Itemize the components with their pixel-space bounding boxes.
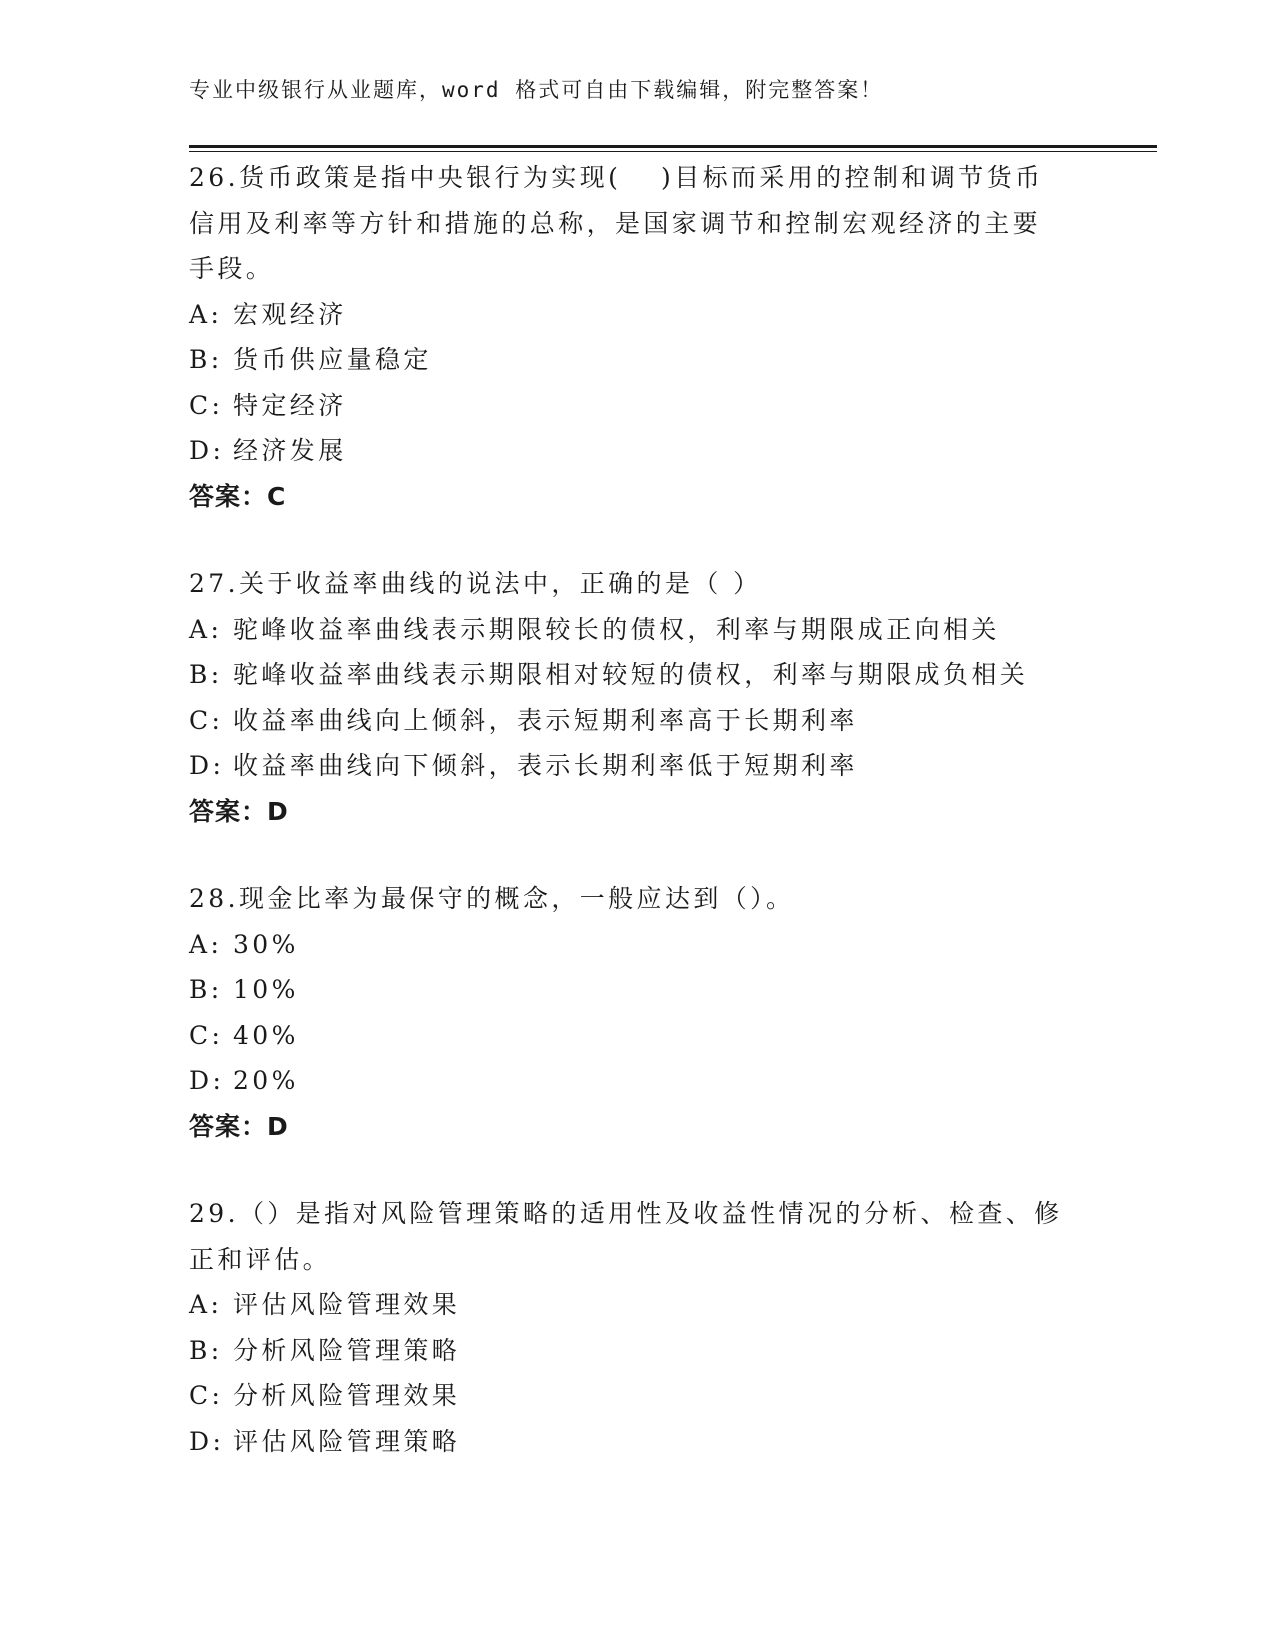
option-text: 经济发展	[233, 436, 347, 465]
question-27	[189, 561, 1089, 834]
option-text: 评估风险管理效果	[233, 1290, 461, 1319]
option-letter: B:	[189, 1335, 223, 1365]
option-text: 20%	[233, 1066, 299, 1095]
option-letter: D:	[189, 436, 225, 465]
option-text: 宏观经济	[233, 299, 347, 329]
question-stem-line: 信用及利率等方针和措施的总称，是国家调节和控制宏观经济的主要	[189, 208, 1042, 238]
option-letter: A:	[189, 614, 223, 644]
page-header: 专业中级银行从业题库，word 格式可自由下载编辑，附完整答案！	[189, 78, 884, 102]
option-letter: D:	[189, 1426, 225, 1456]
option-text: 分析风险管理效果	[233, 1381, 461, 1410]
option-a	[189, 607, 1089, 653]
option-letter: B:	[189, 660, 223, 689]
option-text: 驼峰收益率曲线表示期限相对较短的债权，利率与期限成负相关	[233, 660, 1029, 689]
option-letter: B:	[189, 975, 223, 1004]
option-letter: C:	[189, 390, 224, 420]
option-letter: C:	[189, 1381, 224, 1410]
option-letter: C:	[189, 1020, 224, 1050]
option-text: 特定经济	[233, 390, 347, 420]
answer-line: 答案：D	[189, 796, 289, 826]
question-stem-line: 26.货币政策是指中央银行为实现( )目标而采用的控制和调节货币	[189, 163, 1044, 192]
option-text: 收益率曲线向下倾斜，表示长期利率低于短期利率	[233, 751, 858, 780]
option-letter: A:	[189, 929, 223, 959]
option-c	[189, 383, 1089, 429]
option-text: 30%	[233, 929, 299, 959]
option-letter: D:	[189, 751, 225, 780]
option-b	[189, 1328, 1089, 1374]
option-d	[189, 1419, 1089, 1465]
option-d	[189, 428, 1089, 474]
option-b	[189, 967, 1089, 1013]
option-letter: C:	[189, 705, 224, 735]
question-29	[189, 1191, 1089, 1464]
option-b	[189, 652, 1089, 698]
option-c	[189, 698, 1089, 744]
option-text: 收益率曲线向上倾斜，表示短期利率高于长期利率	[233, 705, 858, 735]
question-28	[189, 876, 1089, 1149]
option-d	[189, 743, 1089, 789]
question-stem-line: 28.现金比率为最保守的概念，一般应达到（）。	[189, 884, 795, 913]
question-stem-line: 27.关于收益率曲线的说法中，正确的是（ ）	[189, 569, 762, 598]
question-stem-line: 正和评估。	[189, 1244, 332, 1274]
question-stem-line: 29.（）是指对风险管理策略的适用性及收益性情况的分析、检查、修	[189, 1199, 1063, 1228]
option-d	[189, 1058, 1089, 1104]
question-26	[189, 155, 1089, 519]
option-text: 驼峰收益率曲线表示期限较长的债权，利率与期限成正向相关	[233, 614, 1000, 644]
option-letter: D:	[189, 1066, 225, 1095]
option-text: 货币供应量稳定	[233, 345, 432, 374]
option-text: 40%	[233, 1020, 299, 1050]
answer-line: 答案：D	[189, 1111, 289, 1141]
option-b	[189, 337, 1089, 383]
header-rule-thick	[189, 145, 1157, 148]
option-a	[189, 292, 1089, 338]
question-list	[189, 155, 1089, 1506]
header-rule-thin	[189, 151, 1157, 152]
option-a	[189, 922, 1089, 968]
option-text: 评估风险管理策略	[233, 1426, 461, 1456]
option-text: 分析风险管理策略	[233, 1335, 461, 1365]
option-c	[189, 1373, 1089, 1419]
option-a	[189, 1282, 1089, 1328]
option-c	[189, 1013, 1089, 1059]
option-letter: A:	[189, 1290, 223, 1319]
question-stem-line: 手段。	[189, 254, 275, 283]
option-text: 10%	[233, 975, 299, 1004]
option-letter: A:	[189, 299, 223, 329]
answer-line: 答案：C	[189, 481, 287, 511]
option-letter: B:	[189, 345, 223, 374]
